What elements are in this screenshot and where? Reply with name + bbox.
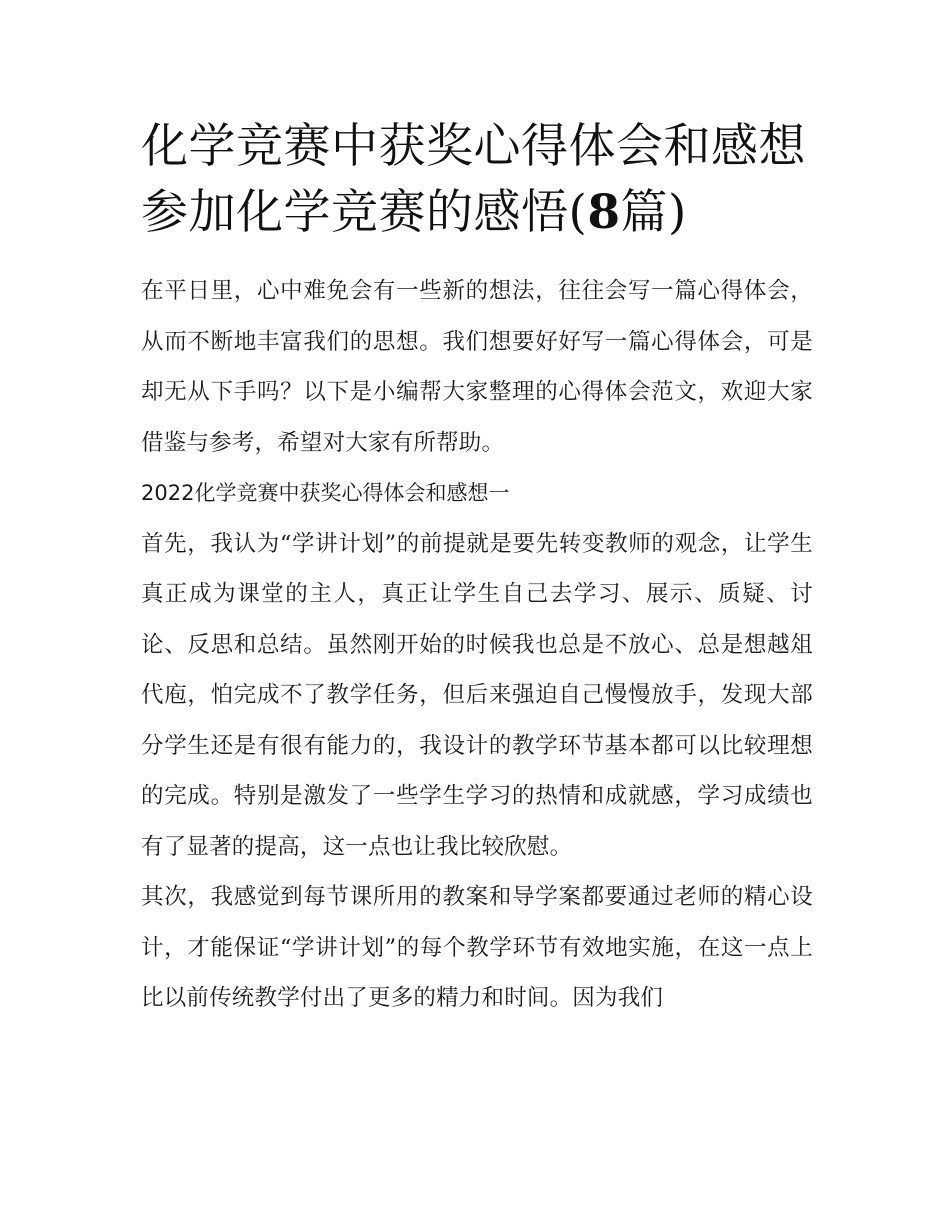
title-text-part2: 篇) [620,185,687,240]
body-paragraph-1: 首先，我认为“学讲计划”的前提就是要先转变教师的观念，让学生真正成为课堂的主人，真正让学生自己去学习、展示、质疑、讨论、反思和总结。虽然刚开始的时候我也总是不放心、总是想越俎代庖，怕完成不了教学任务，但后来强迫自己慢慢放手，发现大部分学生还是有很有能力的，我设计的教学环节基本都可以比较理想的完成。特别是激发了一些学生学习的热情和成就感，学习成绩也有了显著的提高，这一点也让我比较欣慰。 [141,530,813,860]
title-count: 8 [587,185,621,240]
body-paragraph-2: 其次，我感觉到每节课所用的教案和导学案都要通过老师的精心设计，才能保证“学讲计划”的每个教学环节有效地实施，在这一点上比以前传统教学付出了更多的精力和时间。因为我们 [141,884,813,1011]
document-body [141,114,813,1024]
title-text-part1: 化学竞赛中获奖心得体会和感想 参加化学竞赛的感悟( [141,119,806,240]
document-title [141,114,813,246]
section-heading: 2022化学竞赛中获奖心得体会和感想一 [141,481,510,505]
intro-paragraph: 在平日里，心中难免会有一些新的想法，往往会写一篇心得体会，从而不断地丰富我们的思想。我们想要好好写一篇心得体会，可是却无从下手吗？以下是小编帮大家整理的心得体会范文，欢迎大家借鉴与参考，希望对大家有所帮助。 [141,278,813,456]
